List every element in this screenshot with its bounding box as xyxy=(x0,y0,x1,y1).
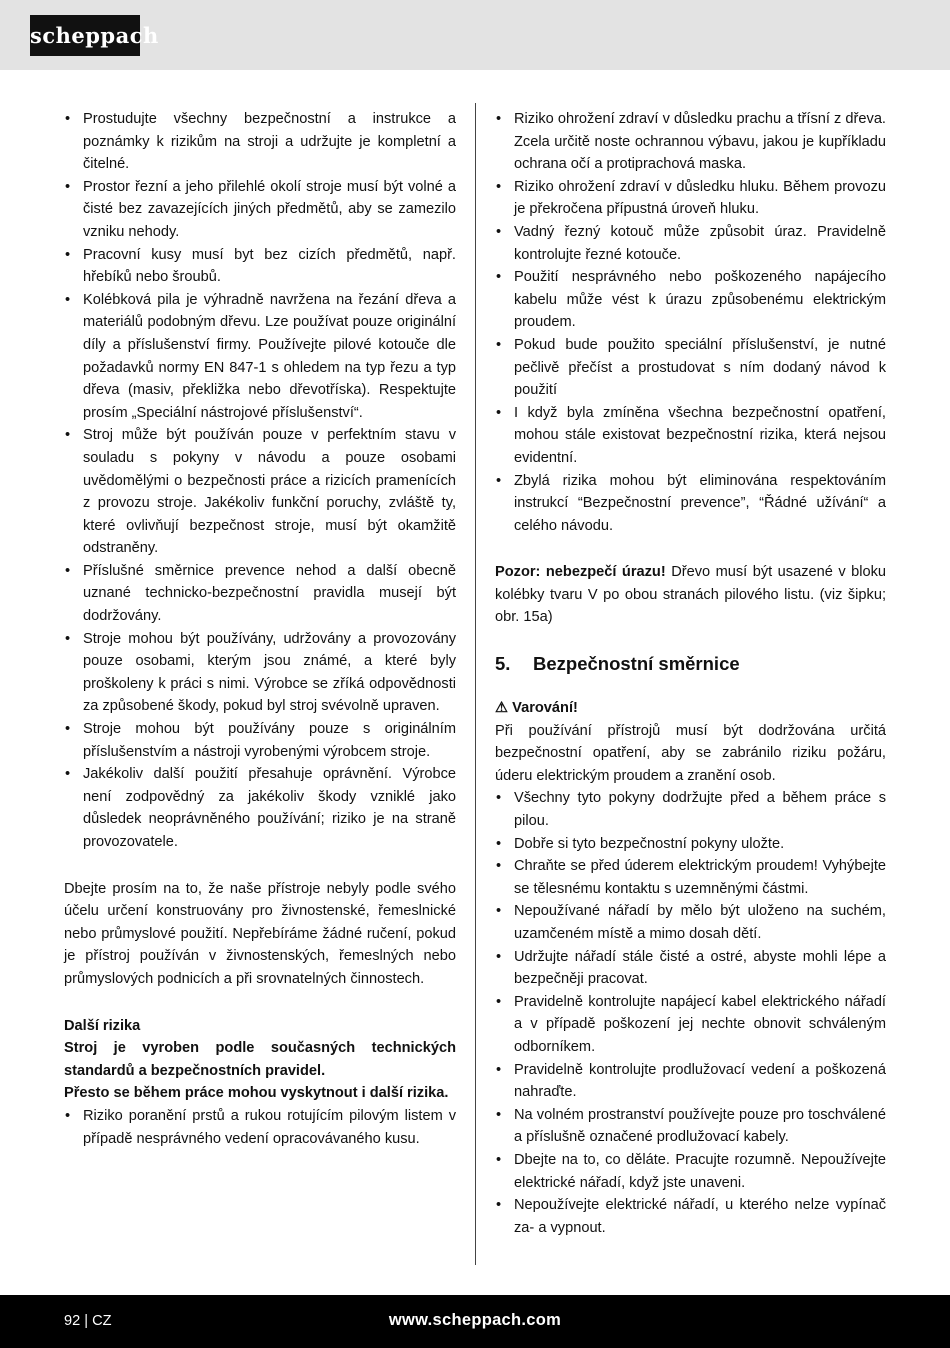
list-item: • Dbejte na to, co děláte. Pracujte rozumně. Nepoužívejte elektrické nářadí, když jste unaveni. xyxy=(495,1149,886,1194)
risks-heading-block xyxy=(64,1015,456,1038)
risks-bold-text-1: Stroj je vyroben podle současných technických standardů a bezpečnostních pravidel. xyxy=(64,1040,456,1079)
warning-paragraph: Při používání přístrojů musí být dodržována určitá bezpečnostní opatření, aby se zabránilo riziku požáru, úderu elektrickým proudem a zranění osob. xyxy=(495,722,886,784)
list-item: • Stroj může být používán pouze v perfektním stavu v souladu s pokyny v návodu a pouze osobami uvědomělými o bezpečnosti práce a rizicích pramenících z provozu stroje. Jakékoliv funkční poruchy, zvláště ty, které ovlivňují bezpečnost stroje, musí být okamžitě odstraněny. xyxy=(64,424,456,560)
section-heading xyxy=(495,651,886,677)
header-bar xyxy=(0,0,950,70)
list-item: • Stroje mohou být používány pouze s originálním příslušenstvím a nástroji vyrobenými výrobcem stroje. xyxy=(64,718,456,763)
warning-label: Varování! xyxy=(512,700,578,717)
list-item: • Příslušné směrnice prevence nehod a další obecně uznané technicko-bezpečnostní pravidla musejí být dodržovány. xyxy=(64,560,456,628)
caution-text: Dřevo musí být usazené v bloku kolébky tvaru V po obou stranách pilového listu. (viz šipku; obr. 15a) xyxy=(495,564,886,626)
list-item: • Riziko poranění prstů a rukou rotujícím pilovým listem v případě nesprávného vedení opracovávaného kusu. xyxy=(64,1105,456,1150)
footer-bar xyxy=(0,1295,950,1348)
usage-paragraph: Dbejte prosím na to, že naše přístroje nebyly podle svého účelu určení konstruovány pro živnostenské, řemeslnické nebo průmyslové použití. Nepřebíráme žádné ručení, pokud je přístroj používán v živnostenských, řemeslných nebo průmyslových podnicích a při srovnatelných činnostech. xyxy=(64,880,456,987)
list-item: • Riziko ohrožení zdraví v důsledku hluku. Během provozu je překročena přípustná úroveň hluku. xyxy=(495,176,886,221)
column-divider xyxy=(475,103,476,1265)
list-item: • Dobře si tyto bezpečnostní pokyny uložte. xyxy=(495,833,886,856)
warning-heading xyxy=(495,697,886,720)
list-item: • Pokud bude použito speciální příslušenství, je nutné pečlivě přečíst a prostudovat s ním dodaný návod k použití xyxy=(495,334,886,402)
section-title: Bezpečnostní směrnice xyxy=(533,653,740,675)
list-item: • Chraňte se před úderem elektrickým proudem! Vyhýbejte se tělesnému kontaktu s uzemněnými částmi. xyxy=(495,855,886,900)
page-number: 92 | CZ xyxy=(64,1313,112,1329)
list-item: • Vadný řezný kotouč může způsobit úraz. Pravidelně kontrolujte řezné kotouče. xyxy=(495,221,886,266)
caution-paragraph xyxy=(495,561,886,629)
list-item: • Pravidelně kontrolujte napájecí kabel elektrického nářadí a v případě poškození jej nechte obnovit schváleným odborníkem. xyxy=(495,991,886,1059)
right-column xyxy=(495,108,886,1239)
list-item: • Prostor řezní a jeho přilehlé okolí stroje musí být volné a čisté bez zavazejících jiných předmětů, aby se zamezilo vzniku nehody. xyxy=(64,176,456,244)
list-item: • Riziko ohrožení zdraví v důsledku prachu a třísní z dřeva. Zcela určitě noste ochrannou výbavu, jakou je kupříkladu ochrana očí a protiprachová maska. xyxy=(495,108,886,176)
list-item: • I když byla zmíněna všechna bezpečnostní opatření, mohou stále existovat bezpečnostní rizika, která nejsou evidentní. xyxy=(495,402,886,470)
risks-statement-1 xyxy=(64,1037,456,1082)
list-item: • Jakékoliv další použití přesahuje oprávnění. Výrobce není zodpovědný za jakékoliv škody vzniklé jako důsledek neoprávněného používání; riziko je na straně provozovatele. xyxy=(64,763,456,853)
list-item: • Prostudujte všechny bezpečnostní a instrukce a poznámky k rizikům na stroji a udržujte je kompletní a čitelné. xyxy=(64,108,456,176)
risks-heading: Další rizika xyxy=(64,1017,141,1034)
risks-statement-2 xyxy=(64,1082,456,1105)
left-column xyxy=(64,108,456,1150)
safety-instructions-list xyxy=(64,108,456,854)
website-link[interactable]: www.scheppach.com xyxy=(388,1311,562,1329)
safety-guidelines-list xyxy=(495,787,886,1239)
list-item: • Pracovní kusy musí byt bez cizích předmětů, např. hřebíků nebo šroubů. xyxy=(64,244,456,289)
list-item: • Stroje mohou být používány, udržovány a provozovány pouze osobami, kterým jsou známé, a které byly proškoleny k práci s nimi. Výrobce se zříká odpovědnosti za způsobené škody, pokud byl stroj svévolně upraven. xyxy=(64,628,456,718)
list-item: • Na volném prostranství používejte pouze pro toschválené a příslušně označené prodlužovací kabely. xyxy=(495,1104,886,1149)
list-item: • Udržujte nářadí stále čisté a ostré, abyste mohli lépe a bezpečněji pracovat. xyxy=(495,946,886,991)
risks-list-continued xyxy=(495,108,886,537)
list-item: • Kolébková pila je výhradně navržena na řezání dřeva a materiálů podobným dřevu. Lze používat pouze originální díly a příslušenství firmy. Používejte pilové kotouče dle požadavků normy EN 847-1 s ohledem na typ řezu a typ dřeva (masiv, překližka nebo dřevotříska). Respektujte prosím „Speciální nástrojové příslušenství“. xyxy=(64,289,456,425)
section-number: 5. xyxy=(495,653,511,675)
risks-bold-text-2: Přesto se během práce mohou vyskytnout i další rizika. xyxy=(64,1085,449,1102)
list-item: • Použití nesprávného nebo poškozeného napájecího kabelu může vést k úrazu způsobenému elektrickým proudem. xyxy=(495,266,886,334)
list-item: • Nepoužívejte elektrické nářadí, u kterého nelze vypínač za- a vypnout. xyxy=(495,1194,886,1239)
list-item: • Nepoužívané nářadí by mělo být uloženo na suchém, uzamčeném místě a mimo dosah dětí. xyxy=(495,900,886,945)
scheppach-logo: scheppach xyxy=(30,15,140,56)
list-item: • Zbylá rizika mohou být eliminována respektováním instrukcí “Bezpečnostní prevence”, “Řádné užívání“ a celého návodu. xyxy=(495,470,886,538)
caution-label: Pozor: nebezpečí úrazu! xyxy=(495,564,666,581)
risks-list xyxy=(64,1105,456,1150)
list-item: • Pravidelně kontrolujte prodlužovací vedení a poškozená nahraďte. xyxy=(495,1059,886,1104)
list-item: • Všechny tyto pokyny dodržujte před a během práce s pilou. xyxy=(495,787,886,832)
warning-triangle-icon: ⚠ xyxy=(495,700,509,717)
